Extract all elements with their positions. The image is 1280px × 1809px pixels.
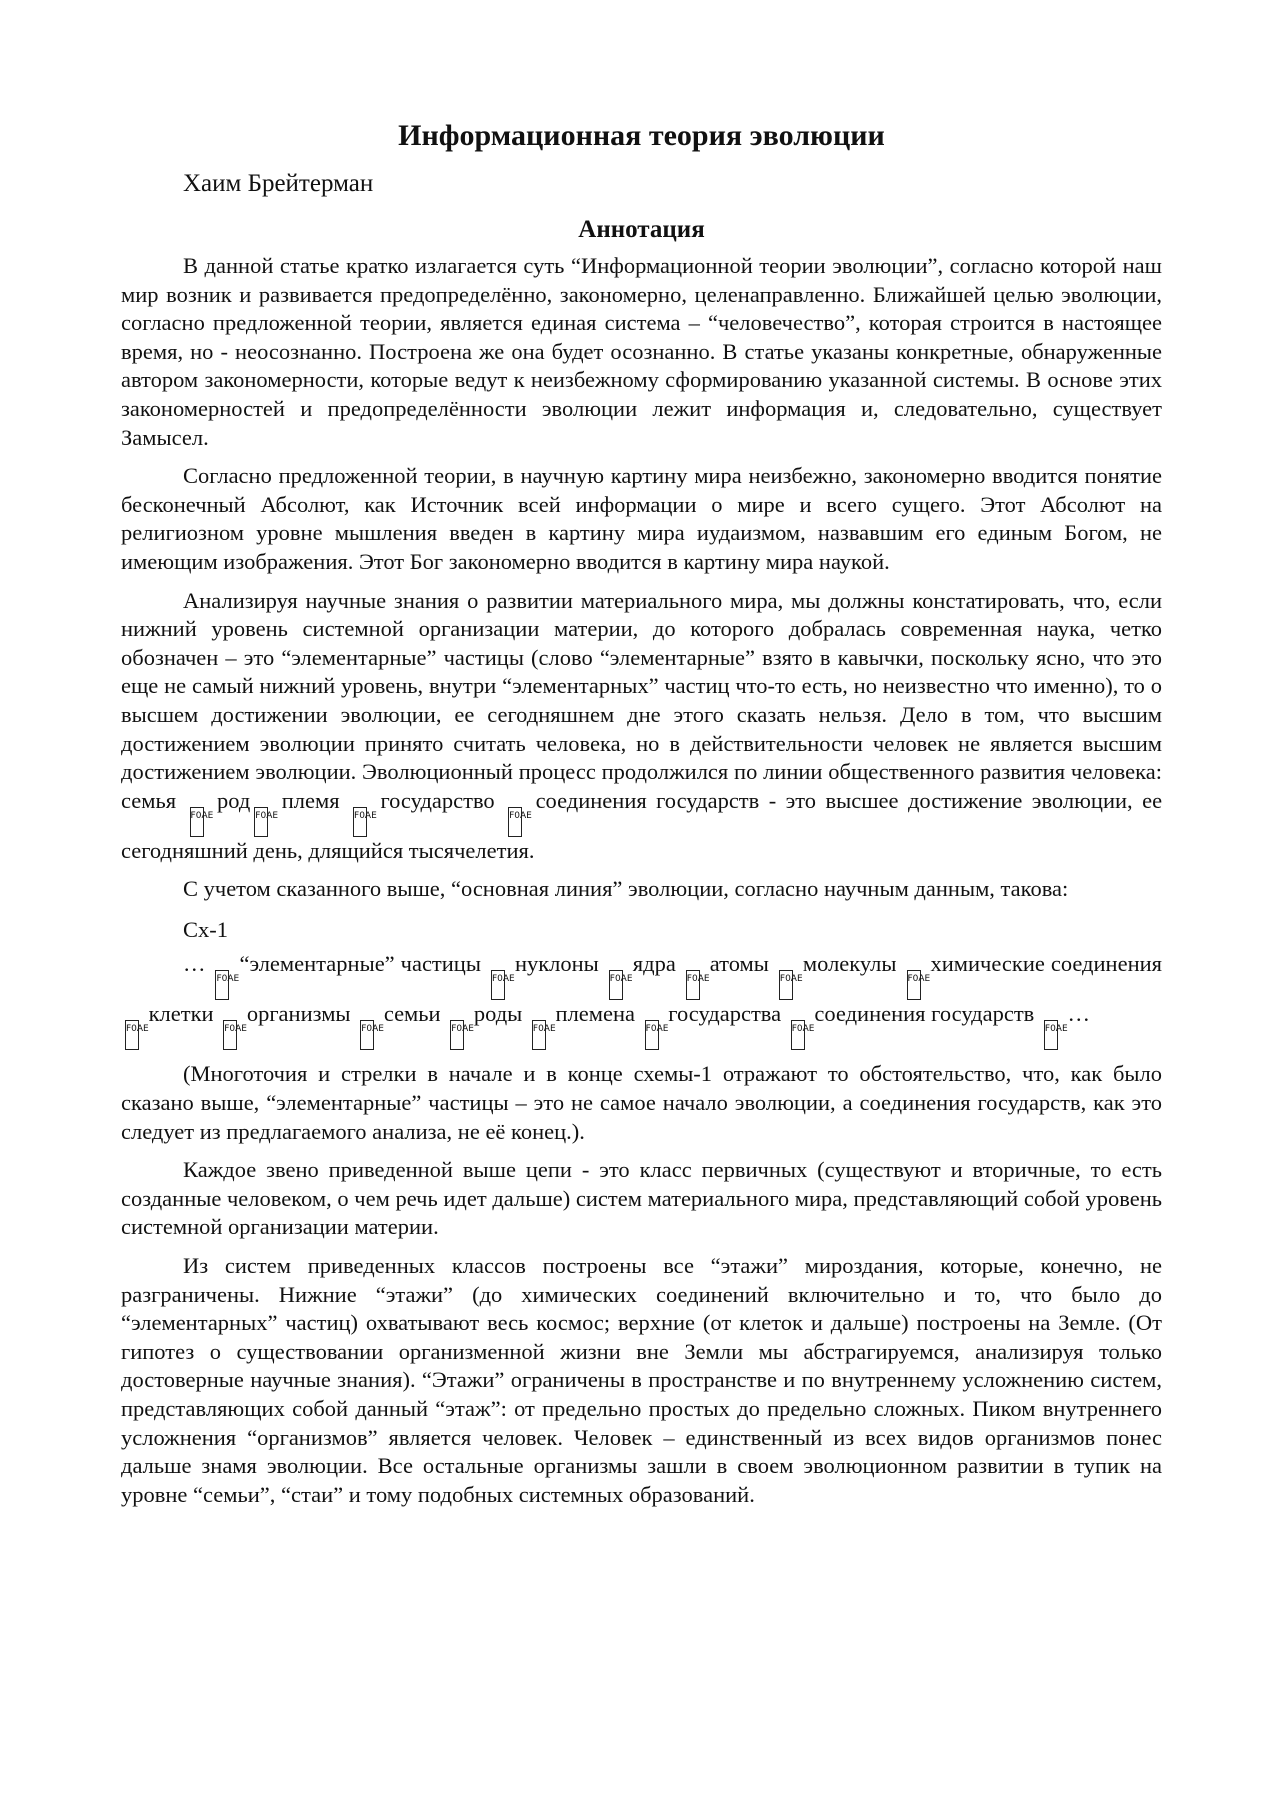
arrow-symbol-icon: F0AE: [360, 1020, 374, 1050]
scheme-item: роды: [473, 1001, 523, 1027]
arrow-symbol-icon: F0AE: [686, 970, 700, 1000]
scheme-item: химические соединения: [930, 951, 1162, 977]
scheme-item: соединения государств: [814, 1001, 1035, 1027]
scheme-item: племена: [555, 1001, 636, 1027]
author-name: Хаим Брейтерман: [183, 170, 374, 197]
document-title: Информационная теория эволюции: [398, 119, 885, 152]
arrow-symbol-icon: F0AE: [508, 807, 522, 837]
paragraph-6: Каждое звено приведенной выше цепи - это класс первичных (существуют и вторичные, то есть созданные человеком, о чем речь идет дальше) систем материального мира, представляющий собой уровень системной организации материи.: [121, 1157, 1162, 1240]
chain-word: государство: [380, 787, 495, 813]
paragraph-1: В данной статье кратко излагается суть “Информационной теории эволюции”, согласно которой наш мир возник и развивается предопределённо, закономерно, целенаправленно. Ближайшей целью эволюции, согласно предложенной теории, является единая система – “человечество”, которая строится в настоящее время, но - неосознанно. Построена же она будет осознанно. В статье указаны конкретные, обнаруженные автором закономерности, которые ведут к неизбежному сформированию указанной системы. В основе этих закономерностей и предопределённости эволюции лежит информация и, следовательно, существует Замысел.: [121, 253, 1162, 450]
arrow-symbol-icon: F0AE: [125, 1020, 139, 1050]
paragraph-4: С учетом сказанного выше, “основная линия” эволюции, согласно научным данным, такова:: [183, 876, 1069, 902]
paragraph-2: Согласно предложенной теории, в научную картину мира неизбежно, закономерно вводится понятие бесконечный Абсолют, как Источник всей информации о мире и всего сущего. Этот Абсолют на религиозном уровне мышления введен в картину мира иудаизмом, назвавшим его единым Богом, не имеющим изображения. Этот Бог закономерно вводится в картину мира наукой.: [121, 463, 1162, 574]
chain-word: племя: [281, 787, 340, 813]
scheme-item: …: [1067, 1001, 1091, 1027]
scheme-item: атомы: [709, 951, 769, 977]
arrow-symbol-icon: F0AE: [353, 807, 367, 837]
arrow-symbol-icon: F0AE: [609, 970, 623, 1000]
arrow-symbol-icon: F0AE: [779, 970, 793, 1000]
scheme-item: семьи: [383, 1001, 441, 1027]
arrow-symbol-icon: F0AE: [450, 1020, 464, 1050]
arrow-symbol-icon: F0AE: [1044, 1020, 1058, 1050]
scheme-line: [121, 950, 1162, 1050]
arrow-symbol-icon: F0AE: [223, 1020, 237, 1050]
arrow-symbol-icon: F0AE: [645, 1020, 659, 1050]
paragraph-5: (Многоточия и стрелки в начале и в конце схемы-1 отражают то обстоятельство, что, как было сказано выше, “элементарные” частицы – это не самое начало эволюции, а соединения государств, как это следует из предлагаемого анализа, не её конец.).: [121, 1061, 1162, 1144]
arrow-symbol-icon: F0AE: [254, 807, 268, 837]
annotation-heading: Аннотация: [578, 216, 705, 243]
arrow-symbol-icon: F0AE: [190, 807, 204, 837]
arrow-symbol-icon: F0AE: [907, 970, 921, 1000]
scheme-item: организмы: [246, 1001, 351, 1027]
scheme-item: ядра: [632, 951, 676, 977]
document-page: [121, 118, 1162, 1509]
scheme-item: “элементарные” частицы: [239, 951, 481, 977]
arrow-symbol-icon: F0AE: [791, 1020, 805, 1050]
arrow-symbol-icon: F0AE: [491, 970, 505, 1000]
scheme-item: государства: [668, 1001, 782, 1027]
chain-word: род: [216, 787, 251, 813]
arrow-symbol-icon: F0AE: [532, 1020, 546, 1050]
scheme-item: молекулы: [802, 951, 897, 977]
scheme-item: клетки: [148, 1001, 214, 1027]
paragraph-3-text: Анализируя научные знания о развитии материального мира, мы должны констатировать, что, если нижний уровень системной организации материи, до которого добралась современная наука, четко обозначен – это “элементарные” частицы (слово “элементарные” взято в кавычки, поскольку ясно, что это еще не самый нижний уровень, внутри “элементарных” частиц что-то есть, но неизвестно что именно), то о высшем достижении эволюции, ее сегодняшнем дне этого сказать нельзя. Дело в том, что высшим достижением эволюции принято считать человека, но в действительности человек не является высшим достижением эволюции. Эволюционный процесс продолжился по линии общественного развития человека: семья: [121, 587, 1162, 813]
paragraph-7: Из систем приведенных классов построены все “этажи” мироздания, которые, конечно, не разграничены. Нижние “этажи” (до химических соединений включительно и то, что было до “элементарных” частиц) охватывают весь космос; верхние (от клеток и дальше) построены на Земле. (От гипотез о существовании организменной жизни вне Земли мы абстрагируемся, анализируя только достоверные научные знания). “Этажи” ограничены в пространстве и по внутреннему усложнению систем, представляющих собой данный “этаж”: от предельно простых до предельно сложных. Пиком внутреннего усложнения “организмов” является человек. Человек – единственный из всех видов организмов понес дальше знамя эволюции. Все остальные организмы зашли в своем эволюционном развитии в тупик на уровне “семьи”, “стаи” и тому подобных системных образований.: [121, 1253, 1162, 1507]
arrow-symbol-icon: F0AE: [215, 970, 229, 1000]
scheme-item: нуклоны: [514, 951, 599, 977]
scheme-label: Сх-1: [183, 916, 228, 942]
evolution-scheme: [121, 950, 1162, 1050]
scheme-item: …: [183, 951, 206, 977]
chain-word: соединения государств - это высшее достижение эволюции, ее сегодняшний день, длящийся тысячелетия.: [121, 787, 1163, 863]
paragraph-3: [121, 587, 1162, 866]
